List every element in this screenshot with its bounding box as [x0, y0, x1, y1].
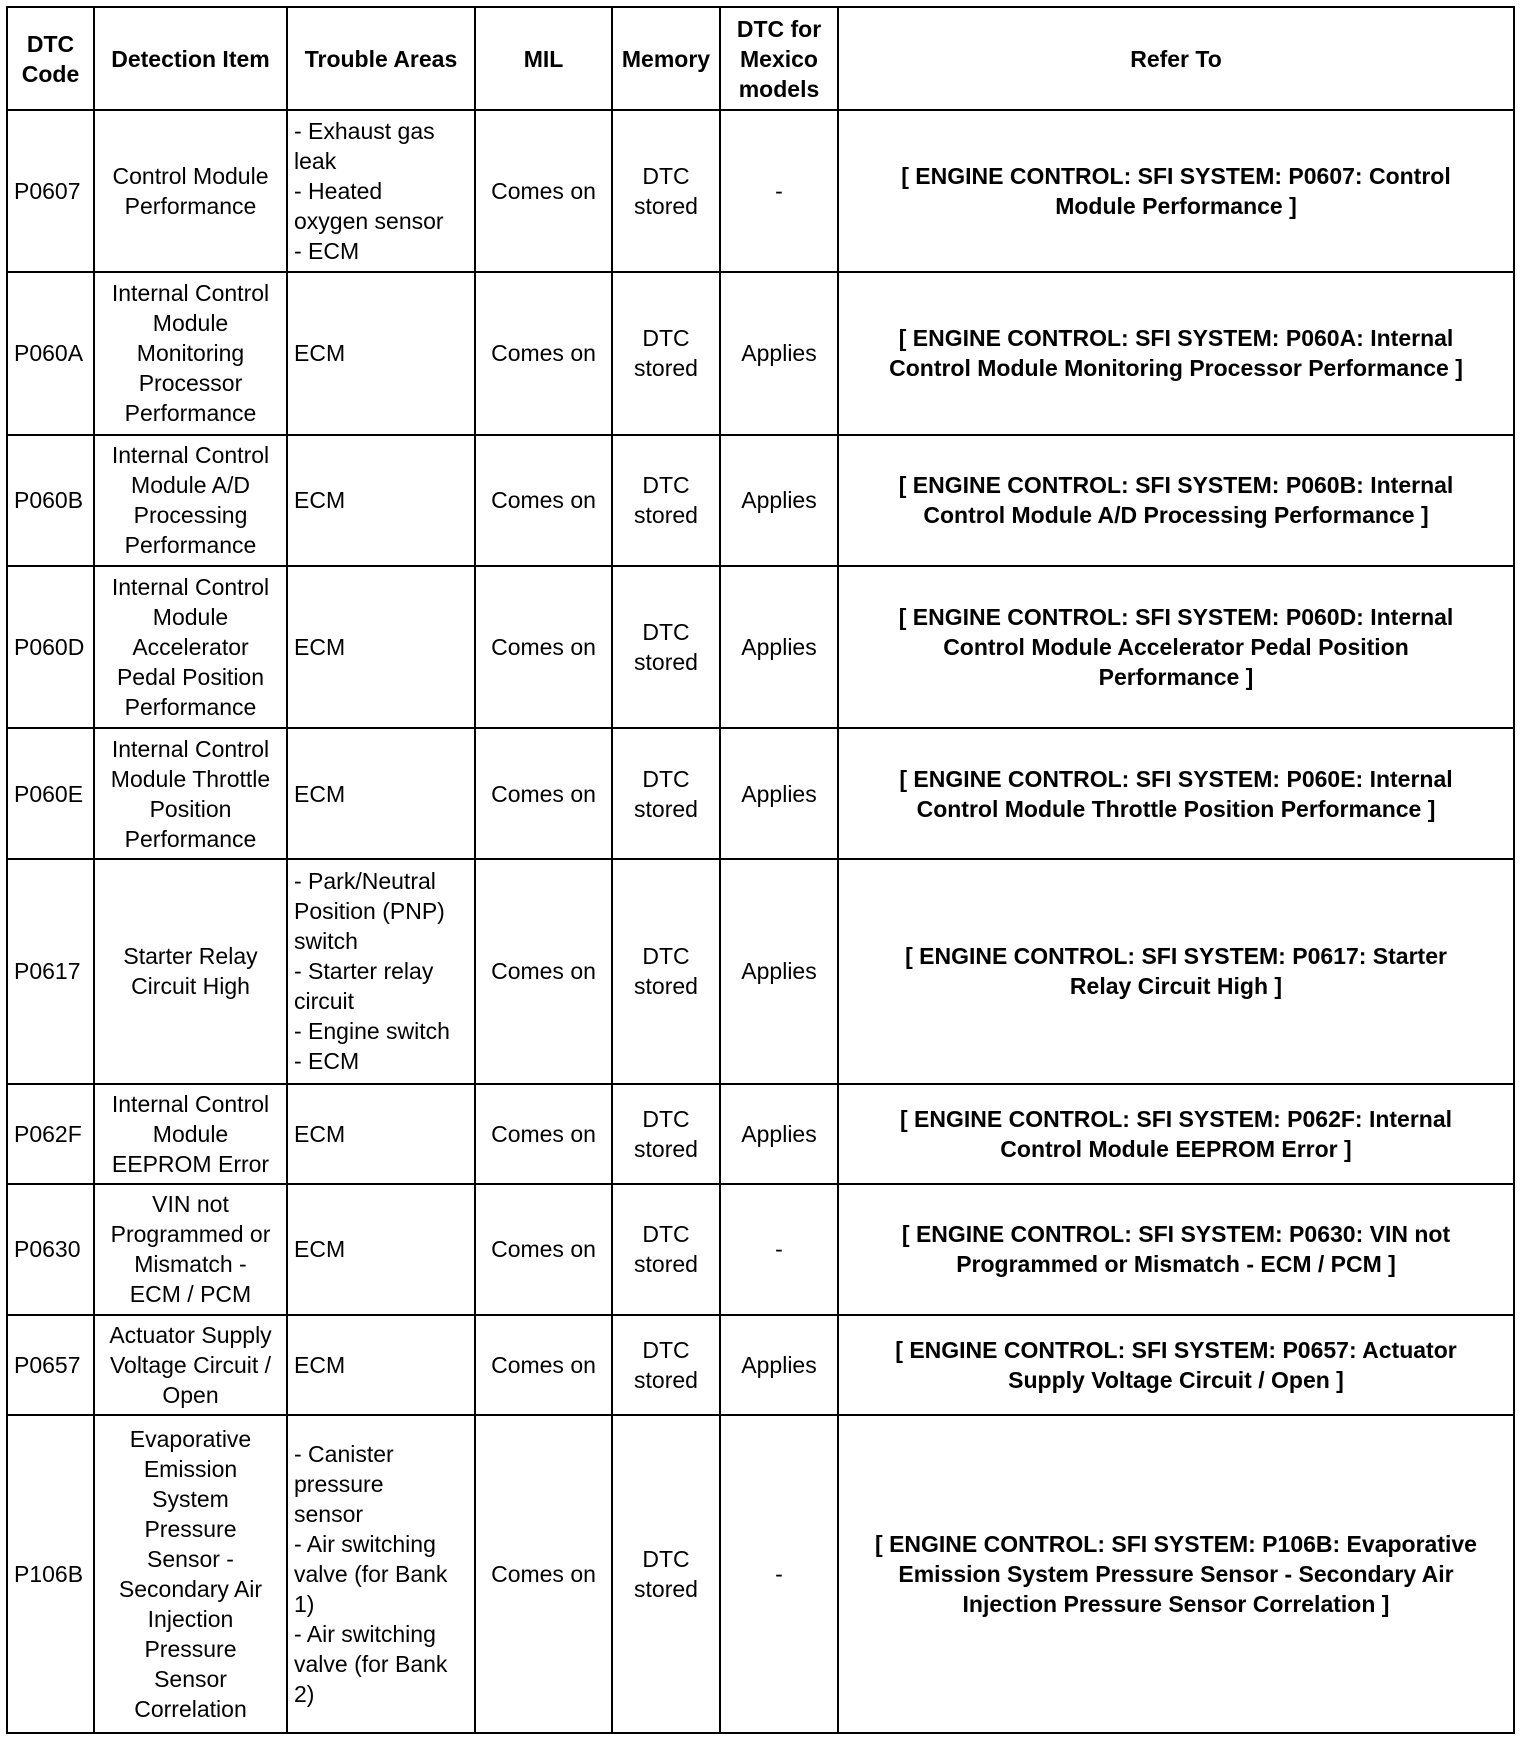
- cell-line: Sensor -: [147, 1545, 234, 1572]
- cell-line: circuit: [294, 988, 355, 1015]
- detection-item-cell: [94, 435, 287, 566]
- cell-line: - ECM: [294, 1048, 360, 1075]
- cell-line: valve (for Bank: [294, 1560, 448, 1587]
- header-mexico-models: [720, 7, 838, 110]
- cell-line: - Canister: [294, 1440, 394, 1467]
- cell-line: stored: [634, 1366, 698, 1393]
- cell-line: - Starter relay: [294, 958, 434, 985]
- header-detection-item: [94, 7, 287, 110]
- mexico-models-cell: Applies: [720, 728, 838, 859]
- cell-line: System: [152, 1485, 229, 1512]
- cell-line: DTC: [642, 618, 690, 645]
- cell-line: ECM: [294, 633, 346, 660]
- cell-line: sensor: [294, 1500, 364, 1527]
- cell-line: Control Module: [112, 163, 269, 190]
- trouble-areas-cell: [287, 728, 475, 859]
- cell-line: stored: [634, 355, 698, 382]
- mil-cell: Comes on: [475, 1315, 612, 1415]
- cell-line: Performance: [124, 532, 257, 559]
- header-mil: [475, 7, 612, 110]
- cell-line: Internal Control: [111, 280, 270, 307]
- memory-cell: [612, 728, 720, 859]
- detection-item-cell: [94, 728, 287, 859]
- cell-line: Module Throttle: [110, 765, 271, 792]
- cell-line: Supply Voltage Circuit / Open ]: [1008, 1366, 1344, 1393]
- cell-line: models: [738, 75, 820, 102]
- cell-line: stored: [634, 193, 698, 220]
- cell-line: DTC: [642, 163, 690, 190]
- cell-line: [ ENGINE CONTROL: SFI SYSTEM: P060A: Internal: [898, 325, 1454, 352]
- detection-item-cell: [94, 566, 287, 728]
- cell-line: [ ENGINE CONTROL: SFI SYSTEM: P0617: Starter: [905, 943, 1447, 970]
- cell-line: Code: [21, 60, 80, 87]
- cell-line: Performance: [124, 825, 257, 852]
- dtc-code-cell: P0630: [7, 1184, 94, 1315]
- cell-line: DTC: [642, 472, 690, 499]
- memory-cell: [612, 1084, 720, 1184]
- table-row: [7, 1184, 1514, 1315]
- cell-line: - Air switching: [294, 1530, 436, 1557]
- cell-line: Emission: [143, 1455, 238, 1482]
- cell-line: DTC: [642, 943, 690, 970]
- cell-line: pressure: [294, 1470, 384, 1497]
- cell-line: ECM: [294, 1351, 346, 1378]
- cell-line: DTC: [642, 325, 690, 352]
- refer-to-cell: [838, 110, 1514, 272]
- cell-line: stored: [634, 795, 698, 822]
- mil-cell: Comes on: [475, 728, 612, 859]
- mil-cell: Comes on: [475, 859, 612, 1084]
- refer-to-cell: [838, 728, 1514, 859]
- table-row: [7, 272, 1514, 434]
- mexico-models-cell: Applies: [720, 859, 838, 1084]
- cell-line: Module A/D: [131, 472, 250, 499]
- memory-cell: [612, 272, 720, 434]
- dtc-code-cell: P060A: [7, 272, 94, 434]
- cell-line: Processor: [138, 370, 243, 397]
- table-row: [7, 435, 1514, 566]
- memory-cell: [612, 566, 720, 728]
- cell-line: VIN not: [152, 1191, 229, 1218]
- dtc-code-cell: P0617: [7, 859, 94, 1084]
- cell-line: DTC: [642, 1105, 690, 1132]
- cell-line: ECM: [294, 1120, 346, 1147]
- cell-line: Position: [149, 795, 232, 822]
- trouble-areas-cell: [287, 272, 475, 434]
- cell-line: Voltage Circuit /: [109, 1351, 272, 1378]
- cell-line: Accelerator: [132, 633, 249, 660]
- memory-cell: [612, 110, 720, 272]
- mexico-models-cell: Applies: [720, 1084, 838, 1184]
- header-dtc-code: [7, 7, 94, 110]
- cell-line: Open: [162, 1381, 219, 1408]
- cell-line: Programmed or Mismatch - ECM / PCM ]: [956, 1251, 1396, 1278]
- mil-cell: Comes on: [475, 435, 612, 566]
- cell-line: switch: [294, 928, 358, 955]
- cell-line: 2): [294, 1680, 315, 1707]
- cell-line: Control Module A/D Processing Performance ]: [923, 502, 1429, 529]
- cell-line: Injection Pressure Sensor Correlation ]: [962, 1590, 1390, 1617]
- mil-cell: Comes on: [475, 566, 612, 728]
- cell-line: Injection: [147, 1605, 234, 1632]
- table-row: [7, 728, 1514, 859]
- cell-line: Refer To: [1130, 45, 1222, 72]
- mexico-models-cell: -: [720, 1184, 838, 1315]
- mil-cell: Comes on: [475, 110, 612, 272]
- header-row: [7, 7, 1514, 110]
- cell-line: Pressure: [144, 1635, 237, 1662]
- cell-line: stored: [634, 1575, 698, 1602]
- header-trouble-areas: [287, 7, 475, 110]
- cell-line: ECM: [294, 340, 346, 367]
- mil-cell: Comes on: [475, 1084, 612, 1184]
- refer-to-cell: [838, 435, 1514, 566]
- dtc-code-cell: P0657: [7, 1315, 94, 1415]
- memory-cell: [612, 1415, 720, 1733]
- dtc-code-cell: P062F: [7, 1084, 94, 1184]
- cell-line: Internal Control: [111, 735, 270, 762]
- trouble-areas-cell: [287, 1184, 475, 1315]
- cell-line: Control Module Accelerator Pedal Position: [943, 633, 1409, 660]
- cell-line: Trouble Areas: [304, 45, 458, 72]
- trouble-areas-cell: [287, 1415, 475, 1733]
- cell-line: DTC: [642, 1336, 690, 1363]
- cell-line: Control Module Monitoring Processor Performance ]: [889, 355, 1463, 382]
- detection-item-cell: [94, 1315, 287, 1415]
- cell-line: Actuator Supply: [109, 1321, 272, 1348]
- cell-line: Secondary Air: [118, 1575, 263, 1602]
- cell-line: Correlation: [134, 1695, 247, 1722]
- cell-line: Sensor: [154, 1665, 227, 1692]
- cell-line: ECM: [294, 1236, 346, 1263]
- mexico-models-cell: -: [720, 110, 838, 272]
- refer-to-cell: [838, 272, 1514, 434]
- cell-line: - Exhaust gas: [294, 118, 435, 145]
- cell-line: stored: [634, 973, 698, 1000]
- dtc-code-cell: P060E: [7, 728, 94, 859]
- cell-line: Internal Control: [111, 573, 270, 600]
- detection-item-cell: [94, 1084, 287, 1184]
- cell-line: DTC: [642, 1545, 690, 1572]
- table-row: [7, 1415, 1514, 1733]
- cell-line: - Park/Neutral: [294, 868, 436, 895]
- dtc-code-cell: P0607: [7, 110, 94, 272]
- cell-line: DTC: [642, 765, 690, 792]
- dtc-code-cell: P060B: [7, 435, 94, 566]
- refer-to-cell: [838, 1084, 1514, 1184]
- cell-line: Module: [152, 603, 229, 630]
- detection-item-cell: [94, 1415, 287, 1733]
- cell-line: Memory: [621, 45, 711, 72]
- detection-item-cell: [94, 859, 287, 1084]
- cell-line: Relay Circuit High ]: [1069, 973, 1283, 1000]
- dtc-table: [6, 6, 1515, 1734]
- cell-line: - ECM: [294, 238, 360, 265]
- cell-line: [ ENGINE CONTROL: SFI SYSTEM: P062F: Internal: [899, 1105, 1453, 1132]
- cell-line: stored: [634, 502, 698, 529]
- trouble-areas-cell: [287, 566, 475, 728]
- trouble-areas-cell: [287, 435, 475, 566]
- mexico-models-cell: Applies: [720, 1315, 838, 1415]
- mil-cell: Comes on: [475, 1415, 612, 1733]
- refer-to-cell: [838, 1315, 1514, 1415]
- cell-line: stored: [634, 1135, 698, 1162]
- cell-line: [ ENGINE CONTROL: SFI SYSTEM: P0630: VIN not: [901, 1221, 1451, 1248]
- cell-line: Performance: [124, 193, 257, 220]
- cell-line: DTC: [642, 1221, 690, 1248]
- cell-line: Position (PNP): [294, 898, 445, 925]
- mexico-models-cell: Applies: [720, 435, 838, 566]
- cell-line: ECM / PCM: [129, 1281, 252, 1308]
- cell-line: Mismatch -: [134, 1251, 247, 1278]
- table-row: [7, 566, 1514, 728]
- cell-line: 1): [294, 1590, 315, 1617]
- detection-item-cell: [94, 272, 287, 434]
- cell-line: Module: [152, 310, 229, 337]
- cell-line: Processing: [133, 502, 248, 529]
- cell-line: Emission System Pressure Sensor - Secondary Air: [898, 1560, 1454, 1587]
- cell-line: valve (for Bank: [294, 1650, 448, 1677]
- cell-line: ECM: [294, 487, 346, 514]
- memory-cell: [612, 435, 720, 566]
- cell-line: Module: [152, 1120, 229, 1147]
- memory-cell: [612, 859, 720, 1084]
- mexico-models-cell: -: [720, 1415, 838, 1733]
- cell-line: oxygen sensor: [294, 208, 444, 235]
- table-row: [7, 110, 1514, 272]
- cell-line: Pressure: [144, 1515, 237, 1542]
- dtc-code-cell: P060D: [7, 566, 94, 728]
- cell-line: MIL: [523, 45, 564, 72]
- cell-line: Control Module Throttle Position Performance ]: [916, 795, 1436, 822]
- cell-line: [ ENGINE CONTROL: SFI SYSTEM: P060D: Internal: [898, 603, 1454, 630]
- dtc-code-cell: P106B: [7, 1415, 94, 1733]
- cell-line: Programmed or: [110, 1221, 271, 1248]
- header-refer-to: [838, 7, 1514, 110]
- cell-line: Internal Control: [111, 442, 270, 469]
- cell-line: Evaporative: [129, 1425, 252, 1452]
- trouble-areas-cell: [287, 1084, 475, 1184]
- cell-line: - Heated: [294, 178, 383, 205]
- cell-line: [ ENGINE CONTROL: SFI SYSTEM: P0657: Actuator: [895, 1336, 1457, 1363]
- cell-line: [ ENGINE CONTROL: SFI SYSTEM: P0607: Control: [901, 163, 1451, 190]
- trouble-areas-cell: [287, 1315, 475, 1415]
- refer-to-cell: [838, 1184, 1514, 1315]
- mil-cell: Comes on: [475, 272, 612, 434]
- table-row: [7, 1084, 1514, 1184]
- cell-line: - Air switching: [294, 1620, 436, 1647]
- header-memory: [612, 7, 720, 110]
- cell-line: Detection Item: [111, 45, 270, 72]
- memory-cell: [612, 1184, 720, 1315]
- refer-to-cell: [838, 1415, 1514, 1733]
- cell-line: leak: [294, 148, 337, 175]
- mil-cell: Comes on: [475, 1184, 612, 1315]
- mexico-models-cell: Applies: [720, 566, 838, 728]
- cell-line: DTC for: [736, 15, 822, 42]
- refer-to-cell: [838, 859, 1514, 1084]
- cell-line: Starter Relay: [123, 943, 258, 970]
- cell-line: Circuit High: [131, 973, 250, 1000]
- cell-line: [ ENGINE CONTROL: SFI SYSTEM: P060E: Internal: [899, 765, 1453, 792]
- cell-line: EEPROM Error: [111, 1150, 270, 1177]
- cell-line: [ ENGINE CONTROL: SFI SYSTEM: P060B: Internal: [898, 472, 1454, 499]
- cell-line: DTC: [26, 30, 75, 57]
- cell-line: ECM: [294, 780, 346, 807]
- cell-line: Performance ]: [1098, 663, 1254, 690]
- cell-line: [ ENGINE CONTROL: SFI SYSTEM: P106B: Evaporative: [875, 1530, 1477, 1557]
- detection-item-cell: [94, 1184, 287, 1315]
- trouble-areas-cell: [287, 859, 475, 1084]
- cell-line: stored: [634, 648, 698, 675]
- table-body: [7, 110, 1514, 1733]
- mexico-models-cell: Applies: [720, 272, 838, 434]
- table-row: [7, 1315, 1514, 1415]
- cell-line: Pedal Position: [116, 663, 265, 690]
- cell-line: Mexico: [740, 45, 818, 72]
- cell-line: - Engine switch: [294, 1018, 450, 1045]
- cell-line: Control Module EEPROM Error ]: [1000, 1135, 1352, 1162]
- table-row: [7, 859, 1514, 1084]
- refer-to-cell: [838, 566, 1514, 728]
- memory-cell: [612, 1315, 720, 1415]
- trouble-areas-cell: [287, 110, 475, 272]
- detection-item-cell: [94, 110, 287, 272]
- cell-line: Module Performance ]: [1055, 193, 1297, 220]
- cell-line: Monitoring: [136, 340, 245, 367]
- cell-line: Performance: [124, 693, 257, 720]
- cell-line: Internal Control: [111, 1090, 270, 1117]
- cell-line: Performance: [124, 400, 257, 427]
- cell-line: stored: [634, 1251, 698, 1278]
